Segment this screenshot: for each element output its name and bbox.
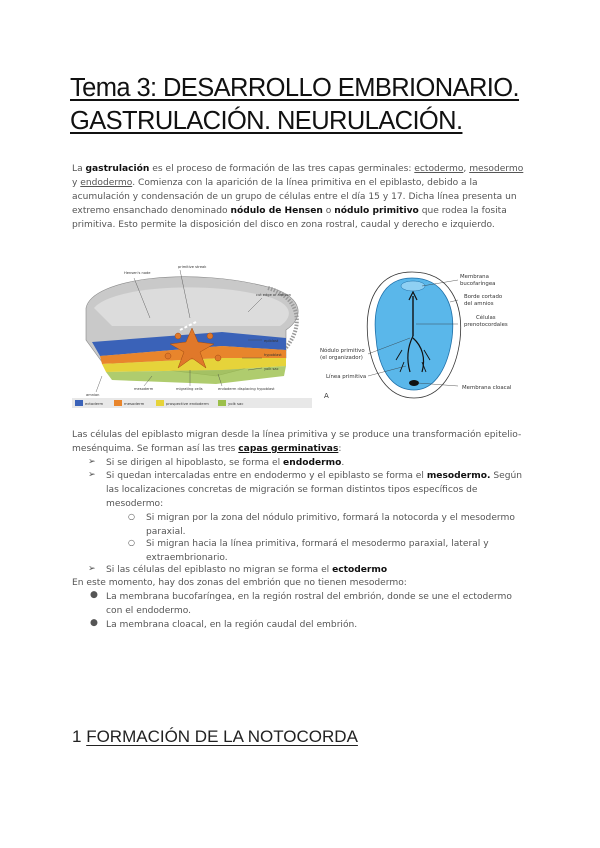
label-linea-primitiva: Línea primitiva [326, 374, 367, 380]
label-membrana-cloacal: Membrana cloacal [462, 385, 512, 391]
label-primitive-streak: primitive streak [178, 265, 207, 269]
arrow-bullet-icon: ➢ [88, 457, 96, 467]
intro-paragraph: La gastrulación es el proceso de formación de las tres capas germinales: ectodermo, mesodermo y endodermo. Comienza con la aparición de la línea primitiva en el epiblasto, debido a la acumulación y condensación de un grupo de células entre el día 15 y 17. Dicha línea presenta un extremo ensanchado denominado nódulo de Hensen o nódulo primitivo que rodea la fosita primitiva. Esto permite la disposición del disco en zona rostral, caudal y derecho e izquierdo. [72, 164, 524, 230]
label-membrana-bucofaringea-2: bucofaríngea [460, 281, 496, 287]
bullet-ectodermo: Si las células del epiblasto no migran se forma el ectodermo [106, 565, 388, 575]
figure-legend [72, 398, 312, 408]
label-nodulo-2: (el organizador) [320, 355, 363, 361]
label-cut-edge-amnion: cut edge of amnion [256, 293, 291, 297]
label-hypoblast: hypoblast [264, 353, 282, 357]
arrow-bullet-icon: ➢ [88, 470, 96, 480]
dot-bullet-icon: ● [90, 590, 98, 600]
label-yolk-sac: yolk sac [264, 367, 279, 371]
label-migrating-cells: migrating cells [176, 387, 203, 391]
svg-text:mesoderm: mesoderm [124, 401, 145, 406]
svg-text:yolk sac: yolk sac [228, 401, 244, 406]
label-hensens-node: Hensen's node [124, 271, 151, 275]
sub-bullet-linea: Si migran hacia la línea primitiva, formará el mesodermo paraxial, lateral y extraembrionario. [146, 539, 489, 563]
label-nodulo-1: Nódulo primitivo [320, 348, 365, 354]
bullet-mesodermo: Si quedan intercaladas entre en endodermo y el epiblasto se forma el mesodermo. Según las localizaciones concretas de migración se forman distintos tipos específicos de mesodermo: [106, 471, 523, 509]
bullet-endodermo: Si se dirigen al hipoblasto, se forma el endodermo. [106, 458, 345, 468]
section-heading: 1 FORMACIÓN DE LA NOTOCORDA [72, 727, 358, 746]
arrow-bullet-icon: ➢ [88, 564, 96, 574]
label-endoderm: endoderm displacing hypoblast [218, 387, 275, 391]
sub-bullet-nodulo: Si migran por la zona del nódulo primitivo, formará la notocorda y el mesodermo paraxial. [146, 513, 515, 537]
bullet-bucofaringea: La membrana bucofaríngea, en la región rostral del embrión, donde se une el ectodermo con el endodermo. [106, 592, 512, 616]
gastrulation-3d-figure [72, 258, 312, 416]
label-amnion: amnion [86, 393, 100, 397]
page-title: Tema 3: DESARROLLO EMBRIONARIO. GASTRULACIÓN. NEURULACIÓN. [70, 74, 520, 135]
label-mesoderm: mesoderm [134, 387, 154, 391]
zones-paragraph: En este momento, hay dos zonas del embrión que no tienen mesodermo: [72, 578, 407, 588]
label-borde-cortado-2: del amnios [464, 301, 494, 307]
panel-letter: A [324, 392, 329, 400]
svg-text:prospective endoderm: prospective endoderm [166, 401, 209, 406]
dot-bullet-icon: ● [90, 618, 98, 628]
circle-bullet-icon: ○ [128, 512, 135, 521]
bullet-cloacal: La membrana cloacal, en la región caudal del embrión. [106, 620, 358, 630]
label-celulas-2: prenotocordales [464, 322, 508, 328]
label-membrana-bucofaringea-1: Membrana [460, 274, 489, 280]
migration-paragraph: Las células del epiblasto migran desde la línea primitiva y se produce una transformación epitelio-mesénquima. Se forman así las tres capas germinativas: [72, 430, 522, 454]
svg-text:ectoderm: ectoderm [85, 401, 104, 406]
label-celulas-1: Células [476, 315, 496, 321]
label-borde-cortado-1: Borde cortado [464, 294, 503, 300]
label-epiblast: epiblast [264, 339, 279, 343]
embryonic-disc-figure [318, 266, 530, 416]
circle-bullet-icon: ○ [128, 538, 135, 547]
